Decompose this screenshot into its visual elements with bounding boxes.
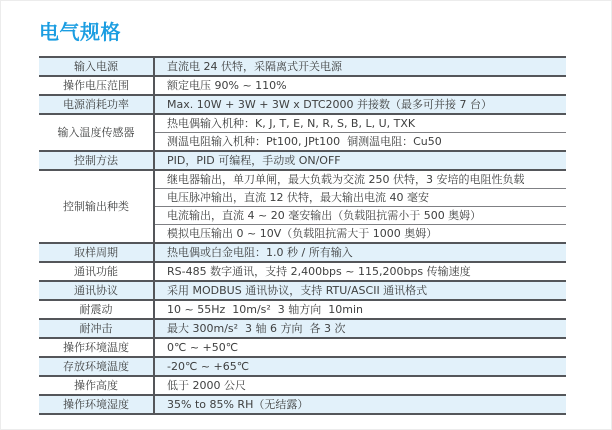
table-row: [39, 357, 566, 376]
spec-value: 继电器输出，单刀单闸，最大负载为交流 250 伏特，3 安培的电阻性负载: [154, 170, 566, 189]
spec-label: 耐震动: [39, 300, 154, 319]
table-row: [39, 243, 566, 262]
spec-value: -20℃ ~ +65℃: [154, 357, 566, 376]
table-row: [39, 395, 566, 414]
spec-value: 35% to 85% RH（无结露）: [154, 395, 566, 414]
spec-value: 电压脉冲输出，直流 12 伏特，最大输出电流 40 毫安: [154, 189, 566, 207]
spec-value: 额定电压 90% ~ 110%: [154, 76, 566, 95]
spec-value: 0℃ ~ +50℃: [154, 338, 566, 357]
spec-label: 操作高度: [39, 376, 154, 395]
table-row: [39, 376, 566, 395]
spec-value: 模拟电压输出 0 ~ 10V（负载阻抗需大于 1000 奥姆）: [154, 225, 566, 244]
spec-label: 操作环境湿度: [39, 395, 154, 414]
spec-value: 热电偶输入机种：K, J, T, E, N, R, S, B, L, U, TXK: [154, 114, 566, 133]
spec-label: 取样周期: [39, 243, 154, 262]
table-row: [39, 338, 566, 357]
spec-label: 通讯协议: [39, 281, 154, 300]
table-row: [39, 319, 566, 338]
table-row: [39, 151, 566, 170]
table-row: [39, 262, 566, 281]
spec-label: 通讯功能: [39, 262, 154, 281]
table-row: [39, 114, 566, 133]
table-row: [39, 57, 566, 76]
spec-value: Max. 10W + 3W + 3W x DTC2000 并接数（最多可并接 7 台）: [154, 95, 566, 114]
spec-label: 耐冲击: [39, 319, 154, 338]
spec-value: 直流电 24 伏特，采隔离式开关电源: [154, 57, 566, 76]
spec-label: 输入温度传感器: [39, 114, 154, 151]
spec-label: 电源消耗功率: [39, 95, 154, 114]
spec-value: 采用 MODBUS 通讯协议，支持 RTU/ASCII 通讯格式: [154, 281, 566, 300]
spec-table-body: [39, 57, 566, 414]
spec-table: [39, 56, 566, 415]
table-row: [39, 300, 566, 319]
table-row: [39, 170, 566, 189]
spec-value: 10 ~ 55Hz 10m/s² 3 轴方向 10min: [154, 300, 566, 319]
spec-label: 操作电压范围: [39, 76, 154, 95]
spec-value: 电流输出，直流 4 ~ 20 毫安输出（负载阻抗需小于 500 奥姆）: [154, 207, 566, 225]
spec-value: RS-485 数字通讯，支持 2,400bps ~ 115,200bps 传输速度: [154, 262, 566, 281]
spec-label: 输入电源: [39, 57, 154, 76]
table-row: [39, 281, 566, 300]
spec-value: 热电偶或白金电阻：1.0 秒 / 所有输入: [154, 243, 566, 262]
spec-value: 测温电阻输入机种：Pt100, JPt100 铜测温电阻：Cu50: [154, 133, 566, 152]
table-row: [39, 76, 566, 95]
spec-value: PID，PID 可编程，手动或 ON/OFF: [154, 151, 566, 170]
spec-value: 低于 2000 公尺: [154, 376, 566, 395]
table-row: [39, 95, 566, 114]
spec-label: 控制方法: [39, 151, 154, 170]
spec-label: 操作环境温度: [39, 338, 154, 357]
spec-label: 存放环境温度: [39, 357, 154, 376]
spec-value: 最大 300m/s² 3 轴 6 方向 各 3 次: [154, 319, 566, 338]
spec-label: 控制输出种类: [39, 170, 154, 243]
page-title: 电气规格: [39, 20, 121, 44]
